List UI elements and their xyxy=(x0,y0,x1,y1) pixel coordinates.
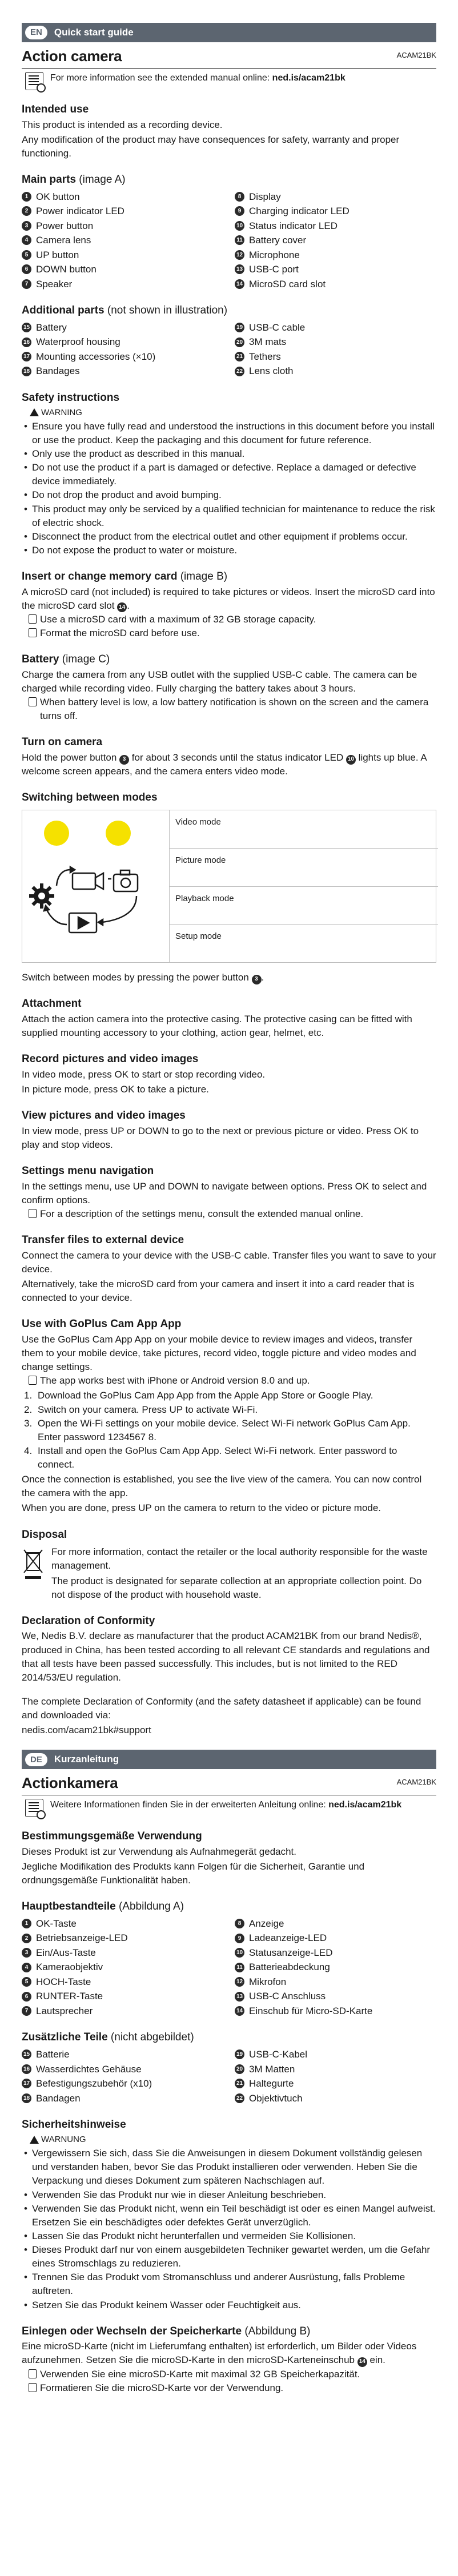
mode-picture-label: Picture mode xyxy=(170,849,438,887)
part-item: 20 3M Matten xyxy=(235,2062,436,2077)
en-additional-parts-heading: Additional parts (not shown in illustration) xyxy=(22,304,228,317)
part-item: 16 Waterproof housing xyxy=(22,335,223,349)
settings-gear-icon xyxy=(29,883,54,909)
de-memory-heading: Einlegen oder Wechseln der Speicherkarte (Abbildung B) xyxy=(22,2325,311,2337)
en-conformity-link[interactable]: nedis.com/acam21bk#support xyxy=(22,1725,151,1736)
part-item: 4 Camera lens xyxy=(22,233,223,248)
part-item: 14 MicroSD card slot xyxy=(235,277,436,292)
part-item: 12 Microphone xyxy=(235,248,436,263)
en-app-text: Use the GoPlus Cam App App on your mobile device to review images and videos, transfer them to your mobile device, take pictures, record video, toggle picture and video modes and change settings. xyxy=(22,1333,416,1373)
en-language-badge: EN xyxy=(25,26,47,39)
list-item: • Do not use the product if a part is damaged or defective. Replace a damaged or defective device immediately. xyxy=(22,461,436,488)
de-safety-list xyxy=(22,2147,436,2312)
video-mode-highlight-icon xyxy=(44,821,69,846)
de-manual-info-text: Weitere Informationen finden Sie in der erweiterten Anleitung online: xyxy=(50,1800,329,1810)
part-item: 1 OK button xyxy=(22,190,223,204)
de-product-code: ACAM21BK xyxy=(396,1778,436,1787)
warning-triangle-icon xyxy=(30,2136,39,2144)
en-transfer-line: Connect the camera to your device with the USB-C cable. Transfer files you want to save to your device. xyxy=(22,1249,436,1275)
list-item: • Setzen Sie das Produkt keinem Wasser oder Feuchtigkeit aus. xyxy=(22,2298,436,2312)
list-item: • This product may only be serviced by a qualified technician for maintenance to reduce the risk of electric shock. xyxy=(22,503,436,530)
photo-camera-icon xyxy=(114,870,138,891)
mode-playback-label: Playback mode xyxy=(170,887,438,925)
en-attachment-text: Attach the action camera into the protective casing. The protective casing can be fitted with supplied mounting accessory to your clothing, action gear, helmet, etc. xyxy=(22,1013,412,1039)
mode-setup-label: Setup mode xyxy=(175,931,222,942)
en-view-heading: View pictures and video images xyxy=(22,1110,186,1122)
de-main-parts-heading: Hauptbestandteile (Abbildung A) xyxy=(22,1900,184,1913)
part-item: 1 OK-Taste xyxy=(22,1916,223,1931)
en-app-note: The app works best with iPhone or Android version 8.0 and up. xyxy=(29,1374,436,1388)
en-conformity-heading: Declaration of Conformity xyxy=(22,1614,155,1627)
en-safety-heading: Safety instructions xyxy=(22,391,120,404)
en-disposal-heading: Disposal xyxy=(22,1528,67,1541)
list-item: • Vergewissern Sie sich, dass Sie die Anweisungen in diesem Dokument vollständig gelesen und verstanden haben, bevor Sie das Produkt installieren oder verwenden. Heben Sie die Verpackung und dieses Dokument zum späteren Nachschlagen auf. xyxy=(22,2147,436,2188)
en-intended-use-line: This product is intended as a recording device. xyxy=(22,119,223,130)
part-item: 9 Charging indicator LED xyxy=(235,204,436,219)
part-item: 7 Speaker xyxy=(22,277,223,292)
part-item: 18 Bandagen xyxy=(22,2091,223,2106)
en-attachment-heading: Attachment xyxy=(22,998,82,1010)
part-item: 3 Ein/Aus-Taste xyxy=(22,1946,223,1960)
de-section-header xyxy=(22,1750,436,1769)
manual-info-icon xyxy=(25,1799,43,1817)
crossed-bin-icon xyxy=(22,1548,45,1581)
part-item: 2 Power indicator LED xyxy=(22,204,223,219)
de-section-title: Kurzanleitung xyxy=(54,1754,119,1765)
part-item: 7 Lautsprecher xyxy=(22,2004,223,2019)
list-item: • Dieses Produkt darf nur von einem ausgebildeten Techniker gewartet werden, um die Gefahr eines Stromschlags zu reduzieren. xyxy=(22,2243,436,2270)
part-item: 2 Betriebsanzeige-LED xyxy=(22,1931,223,1946)
en-battery-note: When battery level is low, a low battery notification is shown on the screen and the camera turns off. xyxy=(29,696,436,723)
part-item: 19 USB-C cable xyxy=(235,320,436,335)
note-icon xyxy=(29,2383,37,2392)
mode-cycle-illustration xyxy=(22,810,170,962)
en-manual-info-text: For more information see the extended manual online: xyxy=(50,73,272,83)
manual-info-icon xyxy=(25,72,43,90)
de-additional-parts-heading: Zusätzliche Teile (nicht abgebildet) xyxy=(22,2031,194,2044)
part-item: 22 Objektivtuch xyxy=(235,2091,436,2106)
en-app-after: Once the connection is established, you see the live view of the camera. You can now control the camera with the app. xyxy=(22,1474,422,1499)
video-camera-icon xyxy=(73,873,103,889)
de-intended-use-line: Jegliche Modifikation des Produkts kann Folgen für die Sicherheit, Garantie und ordnungsgemäße Funktionalität haben. xyxy=(22,1861,365,1886)
part-item: 15 Battery xyxy=(22,320,223,335)
en-battery-heading: Battery (image C) xyxy=(22,653,110,666)
list-item: • Verwenden Sie das Produkt nur wie in dieser Anleitung beschrieben. xyxy=(22,2188,436,2202)
modes-figure xyxy=(22,810,170,962)
part-item: 5 UP button xyxy=(22,248,223,263)
de-memory-note: Verwenden Sie eine microSD-Karte mit maximal 32 GB Speicherkapazität. xyxy=(29,2368,436,2381)
part-item: 5 HOCH-Taste xyxy=(22,1975,223,1990)
en-memory-text: A microSD card (not included) is required to take pictures or videos. Insert the microSD card into the microSD card slot 14 . xyxy=(22,585,436,613)
en-switching-heading: Switching between modes xyxy=(22,791,158,804)
de-language-badge: DE xyxy=(25,1753,47,1766)
list-item: • Trennen Sie das Produkt vom Stromanschluss und anderer Ausrüstung, falls Probleme auftreten. xyxy=(22,2270,436,2298)
part-item: 16 Wasserdichtes Gehäuse xyxy=(22,2062,223,2077)
note-icon xyxy=(29,1376,37,1385)
en-app-heading: Use with GoPlus Cam App App xyxy=(22,1318,182,1331)
en-disposal-line: The product is designated for separate collection at an appropriate collection point. Do not dispose of the product with household waste. xyxy=(51,1575,422,1600)
part-item: 13 USB-C port xyxy=(235,262,436,277)
en-manual-link[interactable]: ned.is/acam21bk xyxy=(272,73,345,83)
en-product-title: Action camera xyxy=(22,47,122,65)
part-item: 8 Anzeige xyxy=(235,1916,436,1931)
de-product-title: Actionkamera xyxy=(22,1774,118,1792)
list-item: 3. Open the Wi-Fi settings on your mobile device. Select Wi-Fi network GoPlus Cam App. Enter password 1234567 8. xyxy=(24,1417,411,1442)
part-item: 9 Ladeanzeige-LED xyxy=(235,1931,436,1946)
part-item: 21 Haltegurte xyxy=(235,2076,436,2091)
list-item: 4. Install and open the GoPlus Cam App App. Select Wi-Fi network. Enter password to connect. xyxy=(24,1445,397,1470)
en-product-row xyxy=(22,46,436,67)
list-item: • Only use the product as described in this manual. xyxy=(22,447,436,461)
part-item: 11 Battery cover xyxy=(235,233,436,248)
de-warning-label: WARNUNG xyxy=(30,2133,436,2145)
playback-icon xyxy=(69,913,97,933)
en-app-steps xyxy=(22,1389,436,1472)
en-settings-note: For a description of the settings menu, consult the extended manual online. xyxy=(29,1207,436,1221)
part-item: 21 Tethers xyxy=(235,349,436,364)
part-item: 8 Display xyxy=(235,190,436,204)
part-item: 10 Statusanzeige-LED xyxy=(235,1946,436,1960)
part-item: 13 USB-C Anschluss xyxy=(235,1989,436,2004)
en-settings-heading: Settings menu navigation xyxy=(22,1165,154,1178)
en-app-after: When you are done, press UP on the camera to return to the video or picture mode. xyxy=(22,1502,381,1514)
en-divider xyxy=(22,68,436,69)
part-item: 15 Batterie xyxy=(22,2047,223,2062)
de-intended-use-heading: Bestimmungsgemäße Verwendung xyxy=(22,1830,202,1843)
part-item: 19 USB-C-Kabel xyxy=(235,2047,436,2062)
note-icon xyxy=(29,697,37,706)
part-item: 17 Befestigungszubehör (x10) xyxy=(22,2076,223,2091)
en-main-parts-heading: Main parts (image A) xyxy=(22,173,126,186)
part-item: 6 DOWN button xyxy=(22,262,223,277)
en-record-line: In picture mode, press OK to take a picture. xyxy=(22,1083,209,1095)
de-memory-text: Eine microSD-Karte (nicht im Lieferumfang enthalten) ist erforderlich, um Bilder oder Videos aufzunehmen. Setzen Sie die microSD-Karte in den microSD-Karteneinschub 14 ein. xyxy=(22,2340,436,2367)
part-item: 4 Kameraobjektiv xyxy=(22,1960,223,1975)
part-item: 20 3M mats xyxy=(235,335,436,349)
en-turn-on-heading: Turn on camera xyxy=(22,736,103,749)
en-memory-heading: Insert or change memory card (image B) xyxy=(22,570,228,583)
list-item: • Verwenden Sie das Produkt nicht, wenn ein Teil beschädigt ist oder es einen Mangel aufweist. Ersetzen Sie ein beschädigtes oder defektes Gerät unverzüglich. xyxy=(22,2202,436,2229)
en-warning-label: WARNING xyxy=(30,407,436,419)
en-safety-list xyxy=(22,420,436,557)
en-section-title: Quick start guide xyxy=(54,26,134,38)
part-item: 10 Status indicator LED xyxy=(235,219,436,234)
en-additional-parts-list xyxy=(22,320,436,379)
en-disposal-block xyxy=(22,1544,436,1602)
cycle-arrow-icon xyxy=(44,867,136,925)
en-settings-text: In the settings menu, use UP and DOWN to navigate between options. Press OK to select and confirm options. xyxy=(22,1180,427,1205)
list-item: • Lassen Sie das Produkt nicht herunterfallen und vermeiden Sie Kollisionen. xyxy=(22,2229,436,2243)
note-icon xyxy=(29,628,37,637)
part-item: 3 Power button xyxy=(22,219,223,234)
note-icon xyxy=(29,2369,37,2378)
part-item: 6 RUNTER-Taste xyxy=(22,1989,223,2004)
part-item: 18 Bandages xyxy=(22,364,223,379)
de-safety-heading: Sicherheitshinweise xyxy=(22,2119,126,2131)
de-intended-use-line: Dieses Produkt ist zur Verwendung als Aufnahmegerät gedacht. xyxy=(22,1846,297,1857)
en-transfer-line: Alternatively, take the microSD card from your camera and insert it into a card reader that is connected to your device. xyxy=(22,1279,415,1304)
en-transfer-heading: Transfer files to external device xyxy=(22,1234,184,1247)
list-item: • Do not drop the product and avoid bumping. xyxy=(22,488,436,502)
part-item: 17 Mounting accessories (×10) xyxy=(22,349,223,364)
en-intended-use-line: Any modification of the product may have consequences for safety, warranty and proper functioning. xyxy=(22,134,400,159)
de-additional-parts-list xyxy=(22,2047,436,2105)
part-item: 11 Batterieabdeckung xyxy=(235,1960,436,1975)
mode-video-label: Video mode xyxy=(170,810,438,849)
part-item: 12 Mikrofon xyxy=(235,1975,436,1990)
de-product-row xyxy=(22,1773,436,1794)
en-memory-note: Format the microSD card before use. xyxy=(29,626,436,640)
en-section-header xyxy=(22,23,436,42)
modes-list xyxy=(170,810,438,962)
picture-mode-highlight-icon xyxy=(106,821,131,846)
de-manual-link[interactable]: ned.is/acam21bk xyxy=(328,1800,402,1810)
part-item: 22 Lens cloth xyxy=(235,364,436,379)
en-record-heading: Record pictures and video images xyxy=(22,1053,199,1066)
de-manual-info xyxy=(25,1799,436,1817)
en-conformity-text: We, Nedis B.V. declare as manufacturer that the product ACAM21BK from our brand Nedis®, produced in China, has been tested according to all relevant CE standards and regulations and that all tests have been passed successfully. This includes, but is not limited to the RED 2014/53/EU regulation. xyxy=(22,1630,430,1683)
en-intended-use-heading: Intended use xyxy=(22,103,89,115)
list-item: 2. Switch on your camera. Press UP to activate Wi-Fi. xyxy=(24,1404,258,1415)
en-view-text: In view mode, press UP or DOWN to go to the next or previous picture or video. Press OK to play and stop videos. xyxy=(22,1125,419,1150)
list-item: • Do not expose the product to water or moisture. xyxy=(22,544,436,557)
de-main-parts-list xyxy=(22,1916,436,2019)
en-battery-text: Charge the camera from any USB outlet with the supplied USB-C cable. The camera can be charged while recording video. Fully charging the battery takes about 3 hours. xyxy=(22,669,417,694)
en-record-line: In video mode, press OK to start or stop recording video. xyxy=(22,1068,266,1080)
list-item: 1. Download the GoPlus Cam App App from the Apple App Store or Google Play. xyxy=(24,1390,373,1401)
en-turn-on-text: Hold the power button 3 for about 3 seconds until the status indicator LED 10 lights up blue. A welcome screen appears, and the camera enters video mode. xyxy=(22,752,427,777)
en-product-code: ACAM21BK xyxy=(396,51,436,59)
part-item: 14 Einschub für Micro-SD-Karte xyxy=(235,2004,436,2019)
de-memory-note: Formatieren Sie die microSD-Karte vor der Verwendung. xyxy=(29,2381,436,2395)
note-icon xyxy=(29,1209,37,1218)
en-memory-note: Use a microSD card with a maximum of 32 GB storage capacity. xyxy=(29,613,436,626)
en-conformity-text2: The complete Declaration of Conformity (and the safety datasheet if applicable) can be found and downloaded via: xyxy=(22,1695,421,1721)
warning-triangle-icon xyxy=(30,408,39,416)
en-manual-info xyxy=(25,72,436,90)
list-item: • Disconnect the product from the electrical outlet and other equipment if problems occur. xyxy=(22,530,436,544)
note-icon xyxy=(29,614,37,624)
modes-diagram xyxy=(22,810,436,963)
en-disposal-line: For more information, contact the retailer or the local authority responsible for the waste management. xyxy=(51,1546,428,1572)
en-switching-text: Switch between modes by pressing the power button 3 . xyxy=(22,971,436,984)
en-main-parts-list xyxy=(22,190,436,292)
list-item: • Ensure you have fully read and understood the instructions in this document before you install or use the product. Keep the packaging and this document for future reference. xyxy=(22,420,436,447)
